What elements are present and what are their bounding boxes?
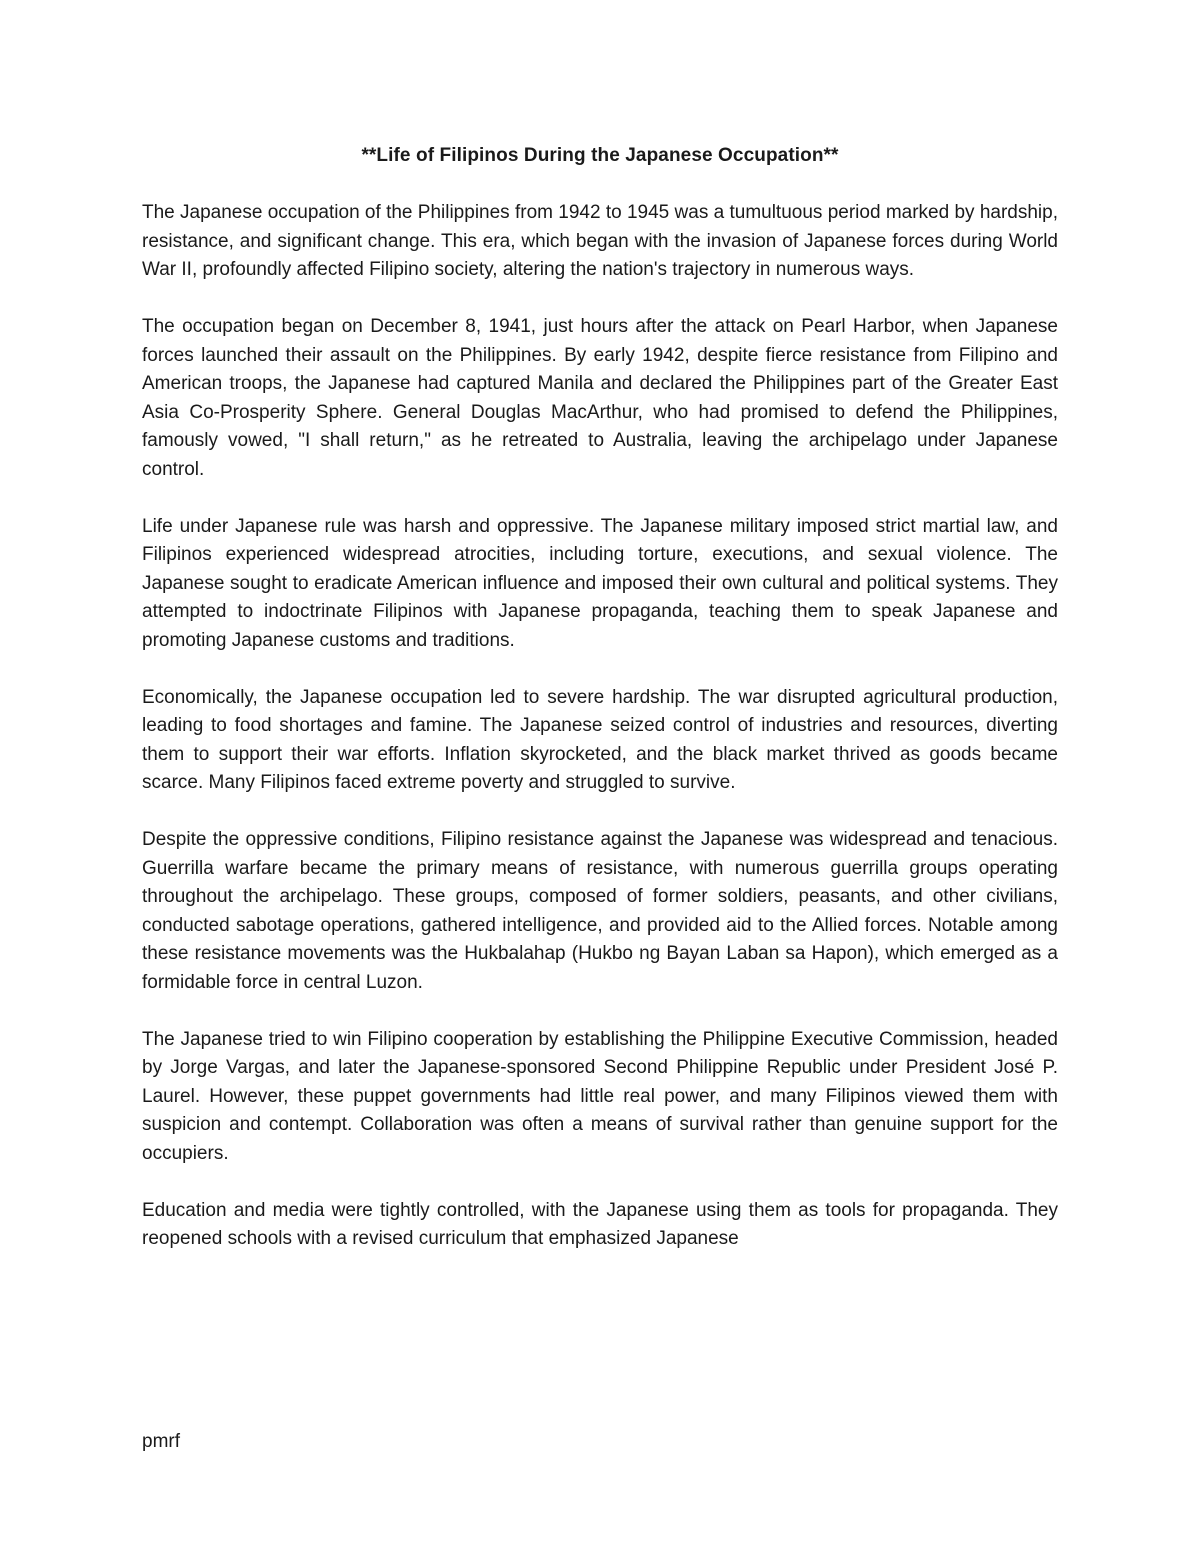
paragraph-resistance: Despite the oppressive conditions, Filipino resistance against the Japanese was widespread and tenacious. Guerrilla warfare became the primary means of resistance, with numerous guerrilla groups operating throughout the archipelago. These groups, composed of former soldiers, peasants, and other civilians, conducted sabotage operations, gathered intelligence, and provided aid to the Allied forces. Notable among these resistance movements was the Hukbalahap (Hukbo ng Bayan Laban sa Hapon), which emerged as a formidable force in central Luzon.: [142, 829, 1058, 993]
document-body: [142, 199, 1058, 1282]
paragraph-education-media: Education and media were tightly controlled, with the Japanese using them as tools for propaganda. They reopened schools with a revised curriculum that emphasized Japanese: [142, 1199, 1058, 1249]
paragraph-japanese-rule: Life under Japanese rule was harsh and oppressive. The Japanese military imposed strict martial law, and Filipinos experienced widespread atrocities, including torture, executions, and sexual violence. The Japanese sought to eradicate American influence and imposed their own cultural and political systems. They attempted to indoctrinate Filipinos with Japanese propaganda, teaching them to speak Japanese and promoting Japanese customs and traditions.: [142, 515, 1058, 651]
page-footer: pmrf: [142, 1431, 180, 1452]
paragraph-economy: Economically, the Japanese occupation led to severe hardship. The war disrupted agricultural production, leading to food shortages and famine. The Japanese seized control of industries and resources, diverting them to support their war efforts. Inflation skyrocketed, and the black market thrived as goods became scarce. Many Filipinos faced extreme poverty and struggled to survive.: [142, 686, 1058, 793]
paragraph-invasion: The occupation began on December 8, 1941, just hours after the attack on Pearl Harbor, when Japanese forces launched their assault on the Philippines. By early 1942, despite fierce resistance from Filipino and American troops, the Japanese had captured Manila and declared the Philippines part of the Greater East Asia Co-Prosperity Sphere. General Douglas MacArthur, who had promised to defend the Philippines, famously vowed, "I shall return," as he retreated to Australia, leaving the archipelago under Japanese control.: [142, 316, 1058, 480]
document-title: **Life of Filipinos During the Japanese Occupation**: [361, 145, 839, 166]
paragraph-puppet-governments: The Japanese tried to win Filipino cooperation by establishing the Philippine Executive Commission, headed by Jorge Vargas, and later the Japanese-sponsored Second Philippine Republic under President José P. Laurel. However, these puppet governments had little real power, and many Filipinos viewed them with suspicion and contempt. Collaboration was often a means of survival rather than genuine support for the occupiers.: [142, 1028, 1058, 1164]
paragraph-intro: The Japanese occupation of the Philippines from 1942 to 1945 was a tumultuous period marked by hardship, resistance, and significant change. This era, which began with the invasion of Japanese forces during World War II, profoundly affected Filipino society, altering the nation's trajectory in numerous ways.: [142, 202, 1058, 280]
